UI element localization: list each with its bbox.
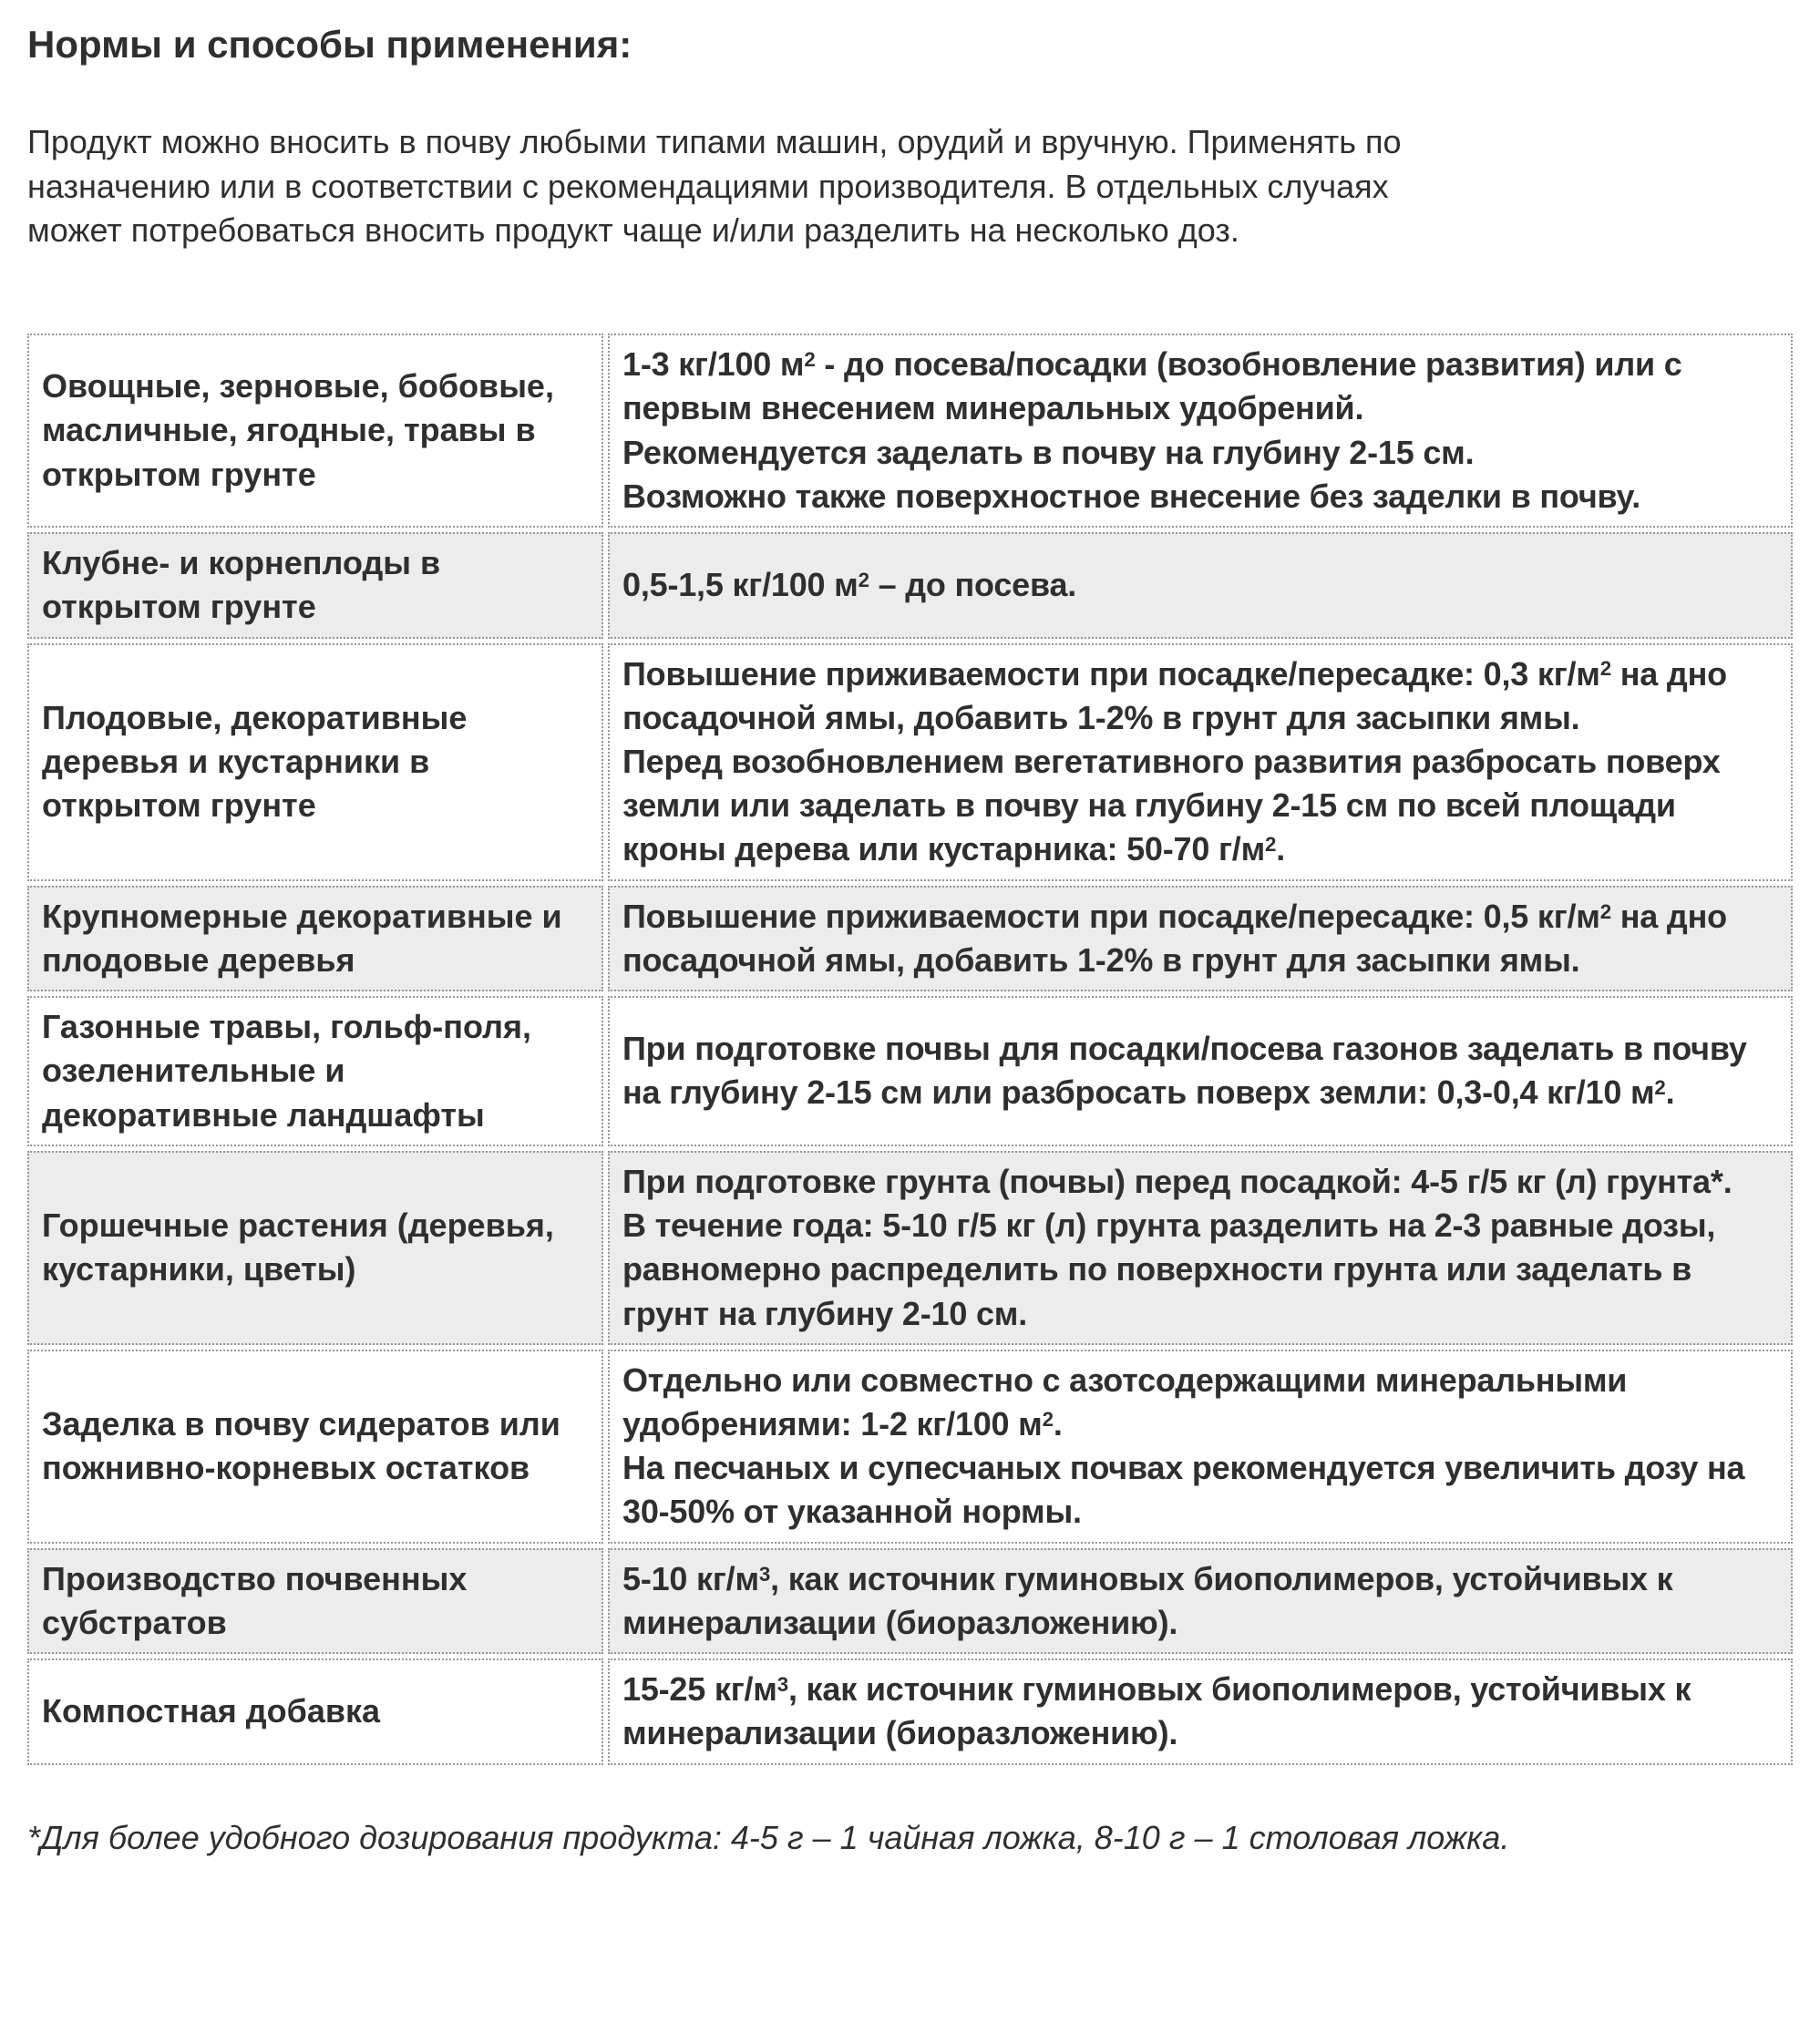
category-cell: Овощные, зерновые, бобовые, масличные, ягодные, травы в открытом грунте — [27, 334, 603, 528]
table-row — [27, 886, 1793, 991]
instruction-line: Возможно также поверхностное внесение без заделки в почву. — [622, 477, 1641, 515]
instruction-line: Перед возобновлением вегетативного развития разбросать поверх земли или заделать в почву на глубину 2-15 см по всей площади кроны дерева или кустарника: 50-70 $г/м^2$. — [622, 742, 1721, 868]
superscript: 2 — [858, 569, 869, 592]
instruction-line: 0,5-1,5 кг/100 $м^2$ – до посева. — [622, 566, 1077, 604]
instruction-line: 1-3 кг/100 $м^2$ - до посева/посадки (возобновление развития) или с первым внесением минеральных удобрений. — [622, 345, 1682, 427]
category-cell: Газонные травы, гольф-поля, озеленительные и декоративные ландшафты — [27, 996, 603, 1146]
category-cell: Производство почвенных субстратов — [27, 1548, 603, 1654]
instruction-line: При подготовке почвы для посадки/посева газонов заделать в почву на глубину 2-15 см или разбросать поверх земли: 0,3-0,4 кг/10 $м^2$. — [622, 1030, 1747, 1112]
page-title: Нормы и способы применения: — [27, 23, 632, 66]
instruction-line: Рекомендуется заделать в почву на глубину 2-15 см. — [622, 433, 1475, 471]
category-cell: Клубне- и корнеплоды в открытом грунте — [27, 532, 603, 638]
table-row — [27, 643, 1793, 881]
superscript: 3 — [776, 1673, 788, 1697]
superscript: 3 — [758, 1562, 771, 1586]
instruction-line: 15-25 $кг/м^3$, как источник гуминовых биополимеров, устойчивых к минерализации (биоразложению). — [622, 1670, 1691, 1752]
table-row — [27, 1658, 1793, 1764]
superscript: 2 — [804, 348, 816, 372]
instruction-line: 30-50% от указанной нормы. — [622, 1493, 1082, 1531]
application-rates-table — [23, 329, 1797, 1770]
table-body — [27, 334, 1793, 1765]
instruction-cell — [608, 532, 1793, 638]
intro-paragraph: Продукт можно вносить в почву любыми типами машин, орудий и вручную. Применять по назначению или в соответствии с рекомендациями производителя. В отдельных случаях может потребоваться вносить продукт чаще и/или разделить на несколько доз. — [27, 123, 1402, 249]
category-cell: Заделка в почву сидератов или пожнивно-корневых остатков — [27, 1350, 603, 1544]
table-row — [27, 1350, 1793, 1544]
category-cell: Плодовые, декоративные деревья и кустарники в открытом грунте — [27, 643, 603, 881]
instruction-line: Повышение приживаемости при посадке/пересадке: 0,5 $кг/м^2$ на дно посадочной ямы, добавить 1-2% в грунт для засыпки ямы. — [622, 897, 1727, 979]
category-cell: Крупномерные декоративные и плодовые деревья — [27, 886, 603, 991]
instruction-line: При подготовке грунта (почвы) перед посадкой: 4-5 г/5 кг (л) грунта*. — [622, 1162, 1733, 1200]
instruction-line: 5-10 $кг/м^3$, как источник гуминовых биополимеров, устойчивых к минерализации (биоразложению). — [622, 1559, 1673, 1641]
table-row — [27, 996, 1793, 1146]
superscript: 2 — [1599, 899, 1611, 923]
instruction-cell — [608, 1658, 1793, 1764]
category-cell: Компостная добавка — [27, 1658, 603, 1764]
superscript: 2 — [1654, 1076, 1666, 1100]
table-row — [27, 334, 1793, 528]
instruction-cell — [608, 1350, 1793, 1544]
instruction-cell — [608, 996, 1793, 1146]
table-row — [27, 1548, 1793, 1654]
instruction-line: Отдельно или совместно с азотсодержащими минеральными удобрениями: 1-2 кг/100 $м^2$. — [622, 1360, 1628, 1443]
superscript: 2 — [1265, 833, 1277, 857]
instruction-cell — [608, 1151, 1793, 1345]
instruction-cell — [608, 334, 1793, 528]
table-row — [27, 1151, 1793, 1345]
instruction-cell — [608, 643, 1793, 881]
superscript: 2 — [1599, 657, 1611, 681]
instruction-line: В течение года: 5-10 г/5 кг (л) грунта разделить на 2-3 равные дозы, равномерно распределить по поверхности грунта или заделать в грунт на глубину 2-10 см. — [622, 1206, 1716, 1332]
instruction-cell — [608, 886, 1793, 991]
category-cell: Горшечные растения (деревья, кустарники, цветы) — [27, 1151, 603, 1345]
instruction-line: Повышение приживаемости при посадке/пересадке: 0,3 $кг/м^2$ на дно посадочной ямы, добавить 1-2% в грунт для засыпки ямы. — [622, 654, 1727, 736]
instruction-line: На песчаных и супесчаных почвах рекомендуется увеличить дозу на — [622, 1449, 1745, 1487]
dosage-footnote: *Для более удобного дозирования продукта: 4-5 г – 1 чайная ложка, 8-10 г – 1 столовая ложка. — [27, 1818, 1510, 1856]
instruction-cell — [608, 1548, 1793, 1654]
superscript: 2 — [1042, 1407, 1054, 1431]
table-row — [27, 532, 1793, 638]
